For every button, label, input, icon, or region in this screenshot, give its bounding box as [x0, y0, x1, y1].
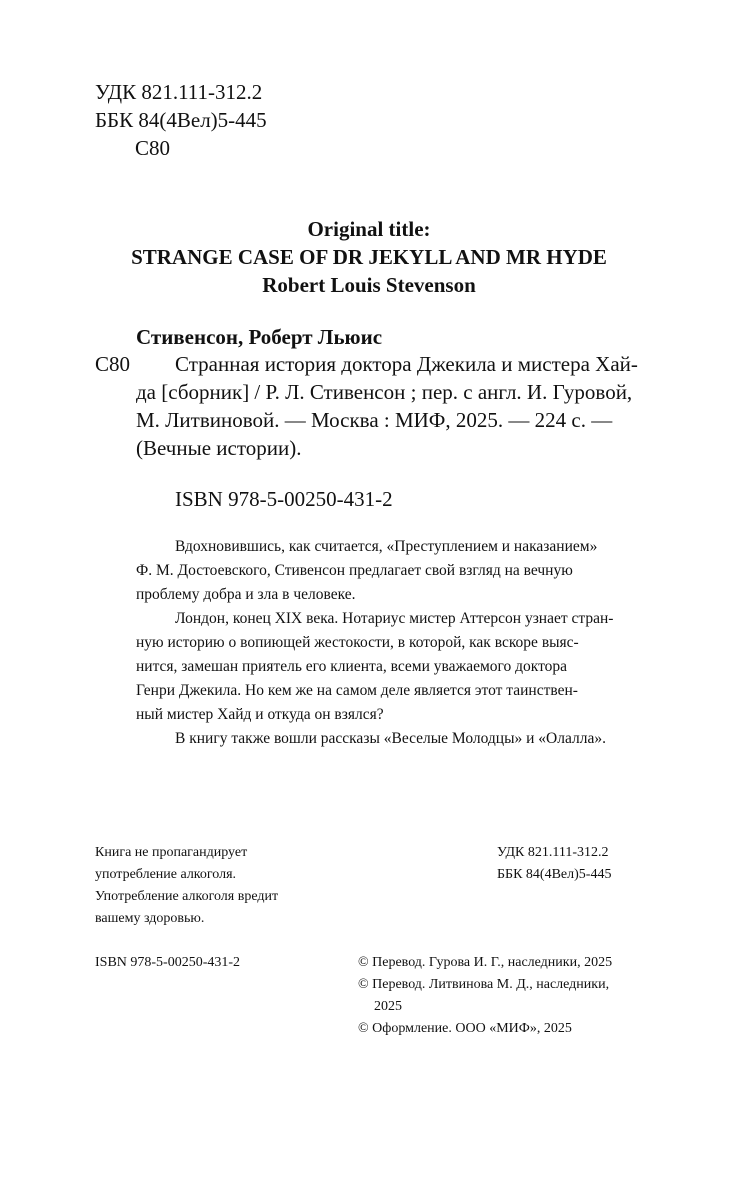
- warning-line: вашему здоровью.: [95, 911, 205, 926]
- footer-udk: УДК 821.111-312.2: [497, 845, 609, 860]
- annotation-line: Генри Джекила. Но кем же на самом деле является этот таинствен-: [136, 682, 578, 699]
- warning-line: Употребление алкоголя вредит: [95, 889, 279, 904]
- udk-code: УДК 821.111-312.2: [95, 80, 263, 104]
- catalog-line: М. Литвиновой. — Москва : МИФ, 2025. — 224 с. —: [136, 408, 613, 432]
- copyright-line: © Оформление. ООО «МИФ», 2025: [358, 1021, 572, 1036]
- annotation-line: ный мистер Хайд и откуда он взялся?: [136, 706, 384, 723]
- footer-isbn: ISBN 978-5-00250-431-2: [95, 955, 241, 970]
- annotation-line: проблему добра и зла в человеке.: [136, 586, 356, 603]
- catalog-description: [175, 350, 638, 378]
- annotation-line: нится, замешан приятель его клиента, всеми уважаемого доктора: [136, 658, 568, 675]
- annotation-line: Лондон, конец XIX века. Нотариус мистер Аттерсон узнает стран-: [175, 610, 614, 627]
- catalog-author-heading: Стивенсон, Роберт Льюис: [136, 325, 383, 349]
- annotation-line: Вдохновившись, как считается, «Преступлением и наказанием»: [175, 538, 598, 555]
- copyright-block: [358, 952, 612, 1040]
- copyright-line: © Перевод. Гурова И. Г., наследники, 2025: [358, 955, 613, 970]
- catalog-line: Странная история доктора Джекила и мистера Хай-: [175, 352, 638, 376]
- copyright-line: 2025: [374, 999, 402, 1014]
- annotation-line: ную историю о вопиющей жестокости, в которой, как вскоре выяс-: [136, 634, 579, 651]
- alcohol-warning: [95, 842, 278, 930]
- bbk-code: ББК 84(4Вел)5-445: [95, 108, 267, 132]
- original-title-label: Original title:: [307, 217, 431, 241]
- catalog-mark: С80: [95, 352, 131, 376]
- original-title: STRANGE CASE OF DR JEKYLL AND MR HYDE: [131, 245, 607, 269]
- author-mark: С80: [135, 136, 171, 160]
- original-author: Robert Louis Stevenson: [262, 273, 476, 297]
- annotation-line: В книгу также вошли рассказы «Веселые Молодцы» и «Олалла».: [175, 730, 606, 747]
- warning-line: употребление алкоголя.: [95, 867, 237, 882]
- catalog-isbn: ISBN 978-5-00250-431-2: [175, 487, 393, 511]
- warning-line: Книга не пропагандирует: [95, 845, 248, 860]
- catalog-description-cont: [136, 378, 632, 462]
- catalog-line: (Вечные истории).: [136, 436, 302, 460]
- copyright-line: © Перевод. Литвинова М. Д., наследники,: [358, 977, 610, 992]
- catalog-line: да [сборник] / Р. Л. Стивенсон ; пер. с англ. И. Гуровой,: [136, 380, 633, 404]
- annotation-line: Ф. М. Достоевского, Стивенсон предлагает свой взгляд на вечную: [136, 562, 573, 579]
- footer-bbk: ББК 84(4Вел)5-445: [497, 867, 612, 882]
